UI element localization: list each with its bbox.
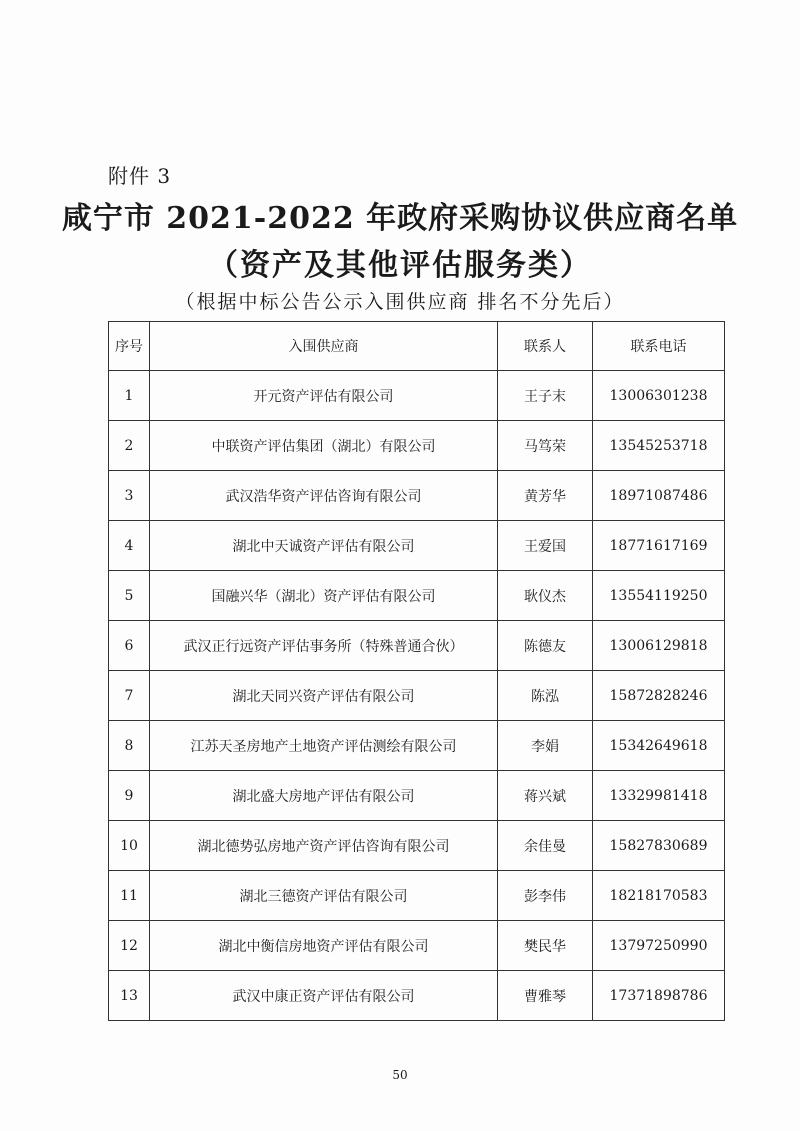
supplier-name: 湖北天同兴资产评估有限公司 [150,671,498,721]
table-row [109,921,725,971]
document-subtitle: （资产及其他评估服务类） [208,248,592,283]
table-row [109,421,725,471]
phone-number: 13797250990 [593,921,725,971]
contact-person: 耿仪杰 [498,571,593,621]
contact-person: 曹雅琴 [498,971,593,1021]
table-row [109,771,725,821]
table-row [109,821,725,871]
phone-number: 13006301238 [593,371,725,421]
row-number: 1 [109,371,150,421]
supplier-name: 武汉中康正资产评估有限公司 [150,971,498,1021]
table-row [109,371,725,421]
row-number: 12 [109,921,150,971]
supplier-name: 武汉正行远资产评估事务所（特殊普通合伙） [150,621,498,671]
supplier-name: 湖北三德资产评估有限公司 [150,871,498,921]
supplier-name: 湖北中衡信房地资产评估有限公司 [150,921,498,971]
column-header-phone: 联系电话 [593,322,725,371]
ranking-note: （根据中标公告公示入围供应商 排名不分先后） [175,291,625,313]
supplier-name: 湖北盛大房地产评估有限公司 [150,771,498,821]
phone-number: 18771617169 [593,521,725,571]
phone-number: 15872828246 [593,671,725,721]
row-number: 8 [109,721,150,771]
phone-number: 13329981418 [593,771,725,821]
table-row [109,621,725,671]
table-row [109,571,725,621]
supplier-name: 开元资产评估有限公司 [150,371,498,421]
contact-person: 陈泓 [498,671,593,721]
contact-person: 陈德友 [498,621,593,671]
document-title: 咸宁市 2021-2022 年政府采购协议供应商名单 [61,201,739,236]
supplier-name: 国融兴华（湖北）资产评估有限公司 [150,571,498,621]
table-header-row [109,322,725,371]
contact-person: 彭李伟 [498,871,593,921]
row-number: 4 [109,521,150,571]
contact-person: 黄芳华 [498,471,593,521]
phone-number: 13554119250 [593,571,725,621]
phone-number: 13006129818 [593,621,725,671]
phone-number: 15827830689 [593,821,725,871]
phone-number: 17371898786 [593,971,725,1021]
supplier-name: 湖北德势弘房地产资产评估咨询有限公司 [150,821,498,871]
table-row [109,471,725,521]
attachment-label: 附件 3 [108,164,172,188]
supplier-name: 中联资产评估集团（湖北）有限公司 [150,421,498,471]
column-header-no: 序号 [109,322,150,371]
row-number: 2 [109,421,150,471]
contact-person: 樊民华 [498,921,593,971]
table-row [109,871,725,921]
contact-person: 马笃荣 [498,421,593,471]
table-row [109,671,725,721]
contact-person: 王爱国 [498,521,593,571]
row-number: 3 [109,471,150,521]
row-number: 7 [109,671,150,721]
supplier-table [108,321,725,1021]
row-number: 11 [109,871,150,921]
table-row [109,971,725,1021]
phone-number: 13545253718 [593,421,725,471]
row-number: 13 [109,971,150,1021]
row-number: 10 [109,821,150,871]
table-body [109,371,725,1021]
page-number: 50 [392,1068,408,1082]
table-row [109,721,725,771]
contact-person: 王子末 [498,371,593,421]
column-header-supplier: 入围供应商 [150,322,498,371]
table-row [109,521,725,571]
row-number: 9 [109,771,150,821]
phone-number: 18971087486 [593,471,725,521]
column-header-contact: 联系人 [498,322,593,371]
row-number: 6 [109,621,150,671]
phone-number: 18218170583 [593,871,725,921]
contact-person: 蒋兴斌 [498,771,593,821]
supplier-name: 江苏天圣房地产土地资产评估测绘有限公司 [150,721,498,771]
phone-number: 15342649618 [593,721,725,771]
contact-person: 余佳曼 [498,821,593,871]
contact-person: 李娟 [498,721,593,771]
supplier-name: 湖北中天诚资产评估有限公司 [150,521,498,571]
row-number: 5 [109,571,150,621]
supplier-name: 武汉浩华资产评估咨询有限公司 [150,471,498,521]
